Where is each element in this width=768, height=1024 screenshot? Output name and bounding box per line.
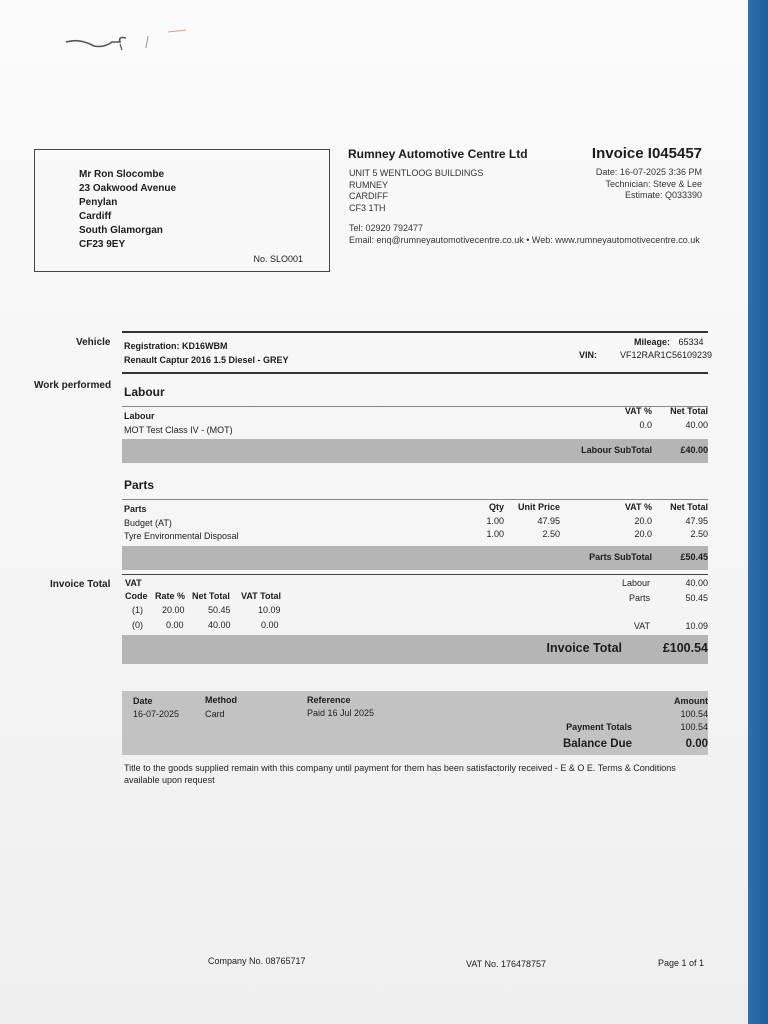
payment-reference: Paid 16 Jul 2025 [307,708,375,718]
company-address-line: CF3 1TH [349,202,386,213]
totals-parts-value: 50.45 [685,593,708,603]
parts-row-unit: 47.95 [537,516,560,526]
vat-col-net: Net Total [192,591,230,601]
mileage-label [634,337,704,347]
labour-col-net: Net Total [670,406,708,416]
parts-subtotal-value: £50.45 [680,552,708,562]
vat-row-code: (1) [132,605,143,615]
totals-parts-label: Parts [628,593,650,603]
company-name: Rumney Automotive Centre Ltd [348,147,528,161]
customer-address-box [34,149,330,272]
vat-number: VAT No. 176478757 [466,959,547,969]
invoice-total-label: Invoice Total [546,641,622,655]
parts-subtotal-label: Parts SubTotal [589,552,652,562]
payment-totals-value: 100.54 [680,722,708,732]
page-number: Page 1 of 1 [657,958,704,968]
totals-vat-label: VAT [633,621,650,631]
labour-subtotal-label: Labour SubTotal [581,445,652,455]
vat-col-code: Code [125,591,148,601]
parts-row-desc: Tyre Environmental Disposal [124,531,239,541]
parts-col-item: Parts [124,504,147,514]
customer-area: Penylan [79,197,118,208]
company-address-line: UNIT 5 WENTLOOG BUILDINGS [349,168,484,178]
company-tel: Tel: 02920 792477 [349,223,424,233]
vehicle-description: Renault Captur 2016 1.5 Diesel - GREY [124,355,289,365]
vat-col-vattotal: VAT Total [241,591,281,601]
company-address [349,168,483,214]
company-address-line: CARDIFF [349,191,388,202]
labour-row-net: 40.00 [685,420,708,430]
background-surface [748,0,768,1024]
payments-col-reference: Reference [307,695,351,705]
totals-vat-value: 10.09 [685,621,708,631]
vat-row-vat: 0.00 [261,620,279,630]
customer-county: South Glamorgan [79,225,163,236]
invoice-total-section-label: Invoice Total [50,579,111,590]
vin-label: VIN: [579,350,597,360]
payment-amount: 100.54 [680,709,708,719]
vat-row-code: (0) [132,620,143,630]
vehicle-registration: Registration: KD16WBM [124,341,228,351]
customer-name: Mr Ron Slocombe [79,169,165,180]
labour-subtotal-value: £40.00 [680,445,708,455]
mileage-label-text: Mileage: [634,337,671,347]
parts-heading: Parts [124,478,155,492]
labour-col-vat: VAT % [624,406,652,416]
invoice-meta [596,167,702,202]
parts-row-vat: 20.0 [634,529,652,539]
mileage-value: 65334 [678,337,704,347]
company-number: Company No. 08765717 [208,956,306,966]
customer-street: 23 Oakwood Avenue [79,183,177,194]
parts-col-net: Net Total [670,502,708,512]
vat-row-rate: 20.00 [162,605,185,615]
parts-row-vat: 20.0 [634,516,652,526]
vat-row-net: 50.45 [208,605,231,615]
labour-row-desc: MOT Test Class IV - (MOT) [124,425,233,435]
company-contact: Email: enq@rumneyautomotivecentre.co.uk • Web: www.rumneyautomotivecentre.co.uk [349,235,700,245]
parts-row-desc: Budget (AT) [124,518,172,528]
vat-row-vat: 10.09 [258,605,281,615]
work-performed-label: Work performed [34,380,112,391]
balance-due-label: Balance Due [562,738,632,750]
labour-heading: Labour [124,385,165,399]
parts-row-net: 47.95 [685,516,708,526]
invoice-date: Date: 16-07-2025 3:36 PM [595,167,702,177]
payments-col-date: Date [133,696,153,706]
invoice-title: Invoice I045457 [591,145,702,162]
labour-col-item: Labour [124,411,155,421]
vat-row-rate: 0.00 [166,620,184,630]
payments-col-method: Method [205,695,237,705]
parts-col-unit: Unit Price [517,502,560,512]
parts-col-vat: VAT % [624,502,652,512]
parts-row-unit: 2.50 [542,529,560,539]
payment-date: 16-07-2025 [133,709,180,719]
customer-postcode: CF23 9EY [79,239,126,250]
customer-city: Cardiff [79,211,112,222]
customer-number: No. SLO001 [253,254,303,264]
vat-col-rate: Rate % [155,591,186,601]
payment-totals-label: Payment Totals [566,722,632,732]
terms-text: Title to the goods supplied remain with this company until payment for them has been satisfactorily received - E & O E. Terms & Conditions available upon request [124,763,676,785]
vat-row-net: 40.00 [208,620,231,630]
balance-due-value: 0.00 [685,738,708,750]
payments-col-amount: Amount [674,696,708,706]
invoice-total-value: £100.54 [662,641,708,655]
parts-row-qty: 1.00 [486,516,504,526]
labour-row-vat: 0.0 [639,420,652,430]
handwritten-mark [60,28,200,58]
parts-col-qty: Qty [488,502,504,512]
parts-row-net: 2.50 [690,529,708,539]
totals-labour-label: Labour [621,578,650,588]
totals-labour-value: 40.00 [685,578,708,588]
invoice-estimate: Estimate: Q033390 [624,190,702,201]
vat-heading: VAT [125,578,142,588]
invoice-technician: Technician: Steve & Lee [605,178,702,189]
vehicle-section-label: Vehicle [76,337,111,348]
parts-row-qty: 1.00 [486,529,504,539]
customer-address [79,168,176,252]
company-address-line: RUMNEY [349,179,389,190]
vin-value: VF12RAR1C56109239 [620,350,713,360]
payment-method: Card [205,709,225,719]
